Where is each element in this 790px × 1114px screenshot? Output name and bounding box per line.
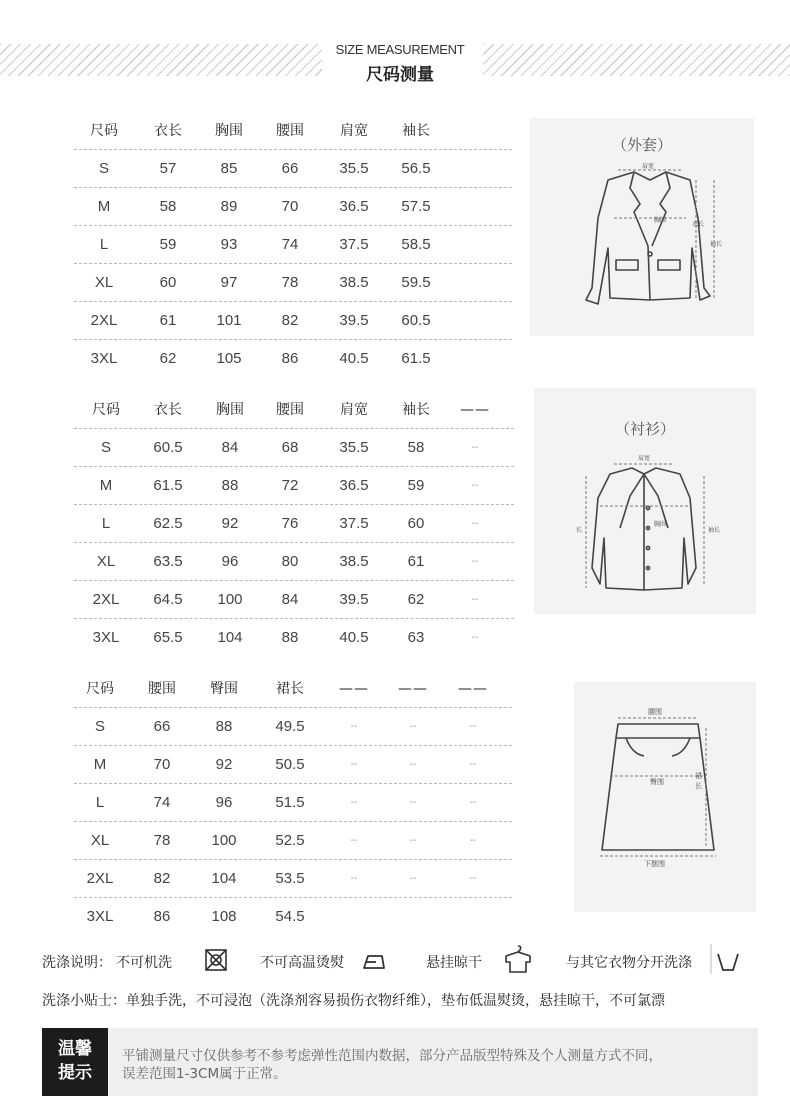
table-row — [74, 708, 512, 746]
table-header-cell: 裙长 — [276, 681, 304, 697]
jacket-label-chest: 胸围 — [654, 217, 667, 224]
header-hatch-left — [0, 44, 322, 76]
table-cell: -- — [350, 759, 358, 770]
table-header-cell: —— — [339, 681, 369, 697]
table-cell: -- — [471, 556, 479, 567]
notice-label-line-1: 温馨 — [58, 1039, 92, 1059]
table-cell: 60 — [407, 515, 425, 532]
table-cell: 53.5 — [275, 870, 305, 887]
table-cell: 2XL — [86, 870, 114, 887]
table-cell: 82 — [153, 870, 171, 887]
table-cell: 84 — [221, 439, 239, 456]
table-row — [74, 226, 512, 264]
table-cell: 39.5 — [339, 312, 369, 329]
table-cell: 86 — [153, 908, 171, 925]
table-cell: 86 — [281, 350, 299, 367]
table-cell: 37.5 — [339, 515, 369, 532]
table-cell: 72 — [281, 477, 299, 494]
low-iron-icon — [356, 944, 392, 976]
table-cell: 49.5 — [275, 718, 305, 735]
skirt-outline-icon — [574, 682, 756, 912]
table-cell: 66 — [281, 160, 299, 177]
table-cell: 56.5 — [401, 160, 431, 177]
table-cell: 3XL — [90, 350, 118, 367]
table-header-cell: 尺码 — [92, 402, 120, 418]
skirt-label-hem: 下摆围 — [644, 860, 665, 868]
table-cell: -- — [471, 442, 479, 453]
table-cell: -- — [409, 721, 417, 732]
table-row — [74, 302, 512, 340]
table-cell: 58.5 — [401, 236, 431, 253]
table-cell: XL — [90, 832, 110, 849]
care-item-wash-separately: 与其它衣物分开洗涤 — [566, 955, 692, 971]
table-cell: 104 — [211, 870, 237, 887]
table-cell: -- — [469, 835, 477, 846]
table-header-cell: 肩宽 — [340, 402, 368, 418]
table-cell: 105 — [216, 350, 242, 367]
table-cell: L — [101, 515, 111, 532]
table-cell: 59.5 — [401, 274, 431, 291]
table-cell: 58 — [159, 198, 177, 215]
table-cell: 40.5 — [339, 629, 369, 646]
table-cell: 61 — [159, 312, 177, 329]
shirt-label-shoulder: 肩宽 — [638, 455, 651, 462]
table-cell: 60.5 — [401, 312, 431, 329]
table-cell: -- — [350, 835, 358, 846]
table-cell: 3XL — [86, 908, 114, 925]
table-cell: -- — [471, 480, 479, 491]
table-cell: S — [94, 718, 105, 735]
skirt-label-waist: 腰围 — [648, 708, 662, 716]
table-cell: 108 — [211, 908, 237, 925]
table-row — [74, 746, 512, 784]
table-cell: S — [98, 160, 109, 177]
table-cell: 78 — [281, 274, 299, 291]
table-header-cell: —— — [398, 681, 428, 697]
table-cell: 51.5 — [275, 794, 305, 811]
table-cell: 76 — [281, 515, 299, 532]
table-cell: 97 — [220, 274, 238, 291]
table-header-row — [74, 112, 512, 150]
table-cell — [443, 898, 503, 936]
table-cell: 78 — [153, 832, 171, 849]
table-cell: 74 — [281, 236, 299, 253]
skirt-label-hip: 臀围 — [650, 778, 664, 786]
table-cell: 3XL — [92, 629, 120, 646]
size-table-1 — [74, 112, 512, 378]
table-row — [74, 150, 512, 188]
table-cell: 100 — [211, 832, 237, 849]
shirt-label-sleeve: 袖长 — [708, 527, 721, 534]
table-cell: 80 — [281, 553, 299, 570]
table-cell: 66 — [153, 718, 171, 735]
table-cell: 35.5 — [339, 160, 369, 177]
table-cell: L — [95, 794, 105, 811]
table-row — [74, 429, 514, 467]
table-cell: S — [100, 439, 111, 456]
care-item-hang-dry: 悬挂晾干 — [426, 955, 482, 971]
size-table-2 — [74, 391, 514, 657]
table-cell: -- — [350, 721, 358, 732]
table-header-cell: —— — [460, 402, 490, 418]
table-header-cell: 袖长 — [402, 123, 430, 139]
care-item-no-machine-wash: 不可机洗 — [116, 955, 172, 971]
notice-label-line-2: 提示 — [58, 1063, 92, 1083]
table-cell: 92 — [215, 756, 233, 773]
table-cell: 88 — [221, 477, 239, 494]
table-cell: 70 — [153, 756, 171, 773]
table-cell: 93 — [220, 236, 238, 253]
table-cell: 52.5 — [275, 832, 305, 849]
table-cell: -- — [471, 518, 479, 529]
table-cell: -- — [409, 759, 417, 770]
table-header-cell: 腰围 — [276, 123, 304, 139]
table-cell: 70 — [281, 198, 299, 215]
table-header-cell: 胸围 — [215, 123, 243, 139]
table-header-cell: 臀围 — [210, 681, 238, 697]
table-cell: 59 — [159, 236, 177, 253]
shirt-label-chest: 胸围 — [654, 521, 667, 528]
table-cell: 37.5 — [339, 236, 369, 253]
size-table-3 — [74, 670, 512, 936]
table-cell: 57.5 — [401, 198, 431, 215]
table-cell: 40.5 — [339, 350, 369, 367]
shirt-outline-icon — [534, 388, 756, 614]
table-header-cell: 尺码 — [90, 123, 118, 139]
table-cell: 38.5 — [339, 274, 369, 291]
table-cell: M — [99, 477, 113, 494]
table-cell: 74 — [153, 794, 171, 811]
table-header-cell: 衣长 — [154, 402, 182, 418]
jacket-outline-icon — [530, 118, 754, 336]
table-cell: 89 — [220, 198, 238, 215]
table-cell: -- — [469, 759, 477, 770]
table-cell: 61.5 — [153, 477, 183, 494]
jacket-label-length: 衣长 — [692, 221, 705, 228]
table-cell: 85 — [220, 160, 238, 177]
table-cell: -- — [350, 797, 358, 808]
care-tips: 洗涤小贴士：单独手洗，不可浸泡（洗涤剂容易损伤衣物纤维），垫布低温熨烫，悬挂晾干，不可氯漂 — [42, 993, 665, 1009]
table-cell: 61 — [407, 553, 425, 570]
table-row — [74, 860, 512, 898]
jacket-figure-panel — [530, 118, 754, 336]
shirt-figure-panel — [534, 388, 756, 614]
table-cell: 50.5 — [275, 756, 305, 773]
table-cell: 62.5 — [153, 515, 183, 532]
table-row — [74, 898, 512, 936]
shirt-figure-title: （衬衫） — [614, 420, 675, 438]
table-cell: 62 — [159, 350, 177, 367]
table-cell: 63 — [407, 629, 425, 646]
table-cell: 58 — [407, 439, 425, 456]
table-cell: 92 — [221, 515, 239, 532]
table-cell: 57 — [159, 160, 177, 177]
table-row — [74, 543, 514, 581]
table-cell: 62 — [407, 591, 425, 608]
table-cell: 88 — [215, 718, 233, 735]
notice-box — [42, 1028, 758, 1096]
skirt-figure-panel — [574, 682, 756, 912]
table-cell: 2XL — [92, 591, 120, 608]
table-cell: -- — [409, 873, 417, 884]
table-header-cell: —— — [458, 681, 488, 697]
table-cell: -- — [469, 721, 477, 732]
table-cell — [324, 898, 384, 936]
table-header-cell: 腰围 — [148, 681, 176, 697]
table-header-cell: 袖长 — [402, 402, 430, 418]
table-cell: -- — [469, 873, 477, 884]
table-header-cell: 衣长 — [154, 123, 182, 139]
table-cell: 39.5 — [339, 591, 369, 608]
table-cell: 68 — [281, 439, 299, 456]
table-cell: 65.5 — [153, 629, 183, 646]
table-cell: 101 — [216, 312, 242, 329]
table-cell: XL — [94, 274, 114, 291]
table-header-cell: 腰围 — [276, 402, 304, 418]
notice-line-2: 误差范围1-3CM属于正常。 — [122, 1066, 287, 1082]
table-cell — [383, 898, 443, 936]
table-cell: M — [93, 756, 107, 773]
table-cell: -- — [409, 835, 417, 846]
table-header-cell: 肩宽 — [340, 123, 368, 139]
shirt-label-length: 长 — [576, 527, 583, 534]
table-cell: 36.5 — [339, 477, 369, 494]
table-cell: 64.5 — [153, 591, 183, 608]
table-cell: 38.5 — [339, 553, 369, 570]
care-item-no-high-iron: 不可高温烫熨 — [260, 955, 344, 971]
table-cell: 36.5 — [339, 198, 369, 215]
table-cell: 59 — [407, 477, 425, 494]
jacket-label-sleeve: 袖长 — [710, 241, 723, 248]
no-machine-wash-icon — [198, 944, 234, 976]
table-row — [74, 619, 514, 657]
table-cell: -- — [471, 594, 479, 605]
table-cell: 84 — [281, 591, 299, 608]
care-title: 洗涤说明： — [42, 955, 112, 971]
jacket-label-shoulder: 肩宽 — [642, 163, 655, 170]
table-cell: 2XL — [90, 312, 118, 329]
table-cell: -- — [471, 632, 479, 643]
table-header-row — [74, 391, 514, 429]
table-row — [74, 505, 514, 543]
table-header-cell: 胸围 — [216, 402, 244, 418]
table-header-row — [74, 670, 512, 708]
wash-separately-icon — [710, 942, 746, 974]
table-row — [74, 188, 512, 226]
table-row — [74, 581, 514, 619]
header-hatch-right — [483, 44, 790, 76]
table-row — [74, 784, 512, 822]
table-cell: 88 — [281, 629, 299, 646]
table-cell: 35.5 — [339, 439, 369, 456]
table-cell: 96 — [215, 794, 233, 811]
table-row — [74, 264, 512, 302]
table-cell: 82 — [281, 312, 299, 329]
table-row — [74, 467, 514, 505]
table-cell: 61.5 — [401, 350, 431, 367]
header-title-cn: 尺码测量 — [366, 65, 434, 85]
skirt-label-length-2: 长 — [695, 782, 702, 790]
table-row — [74, 340, 512, 378]
table-cell: 63.5 — [153, 553, 183, 570]
table-cell: 54.5 — [275, 908, 305, 925]
table-cell: -- — [469, 797, 477, 808]
notice-line-1: 平铺测量尺寸仅供参考不参考虑弹性范围内数据，部分产品版型特殊及个人测量方式不同， — [122, 1048, 662, 1064]
header-title-en: SIZE MEASUREMENT — [335, 42, 465, 57]
table-cell: 104 — [217, 629, 243, 646]
skirt-label-length-1: 裙 — [695, 772, 702, 780]
table-cell: M — [97, 198, 111, 215]
table-cell: L — [99, 236, 109, 253]
hang-dry-icon — [500, 942, 536, 974]
jacket-figure-title: （外套） — [611, 136, 672, 154]
table-cell: 96 — [221, 553, 239, 570]
table-row — [74, 822, 512, 860]
table-cell: -- — [409, 797, 417, 808]
table-cell: XL — [96, 553, 116, 570]
table-header-cell: 尺码 — [86, 681, 114, 697]
table-cell: 60.5 — [153, 439, 183, 456]
table-cell: 60 — [159, 274, 177, 291]
table-cell: -- — [350, 873, 358, 884]
notice-label — [42, 1028, 108, 1096]
table-cell: 100 — [217, 591, 243, 608]
